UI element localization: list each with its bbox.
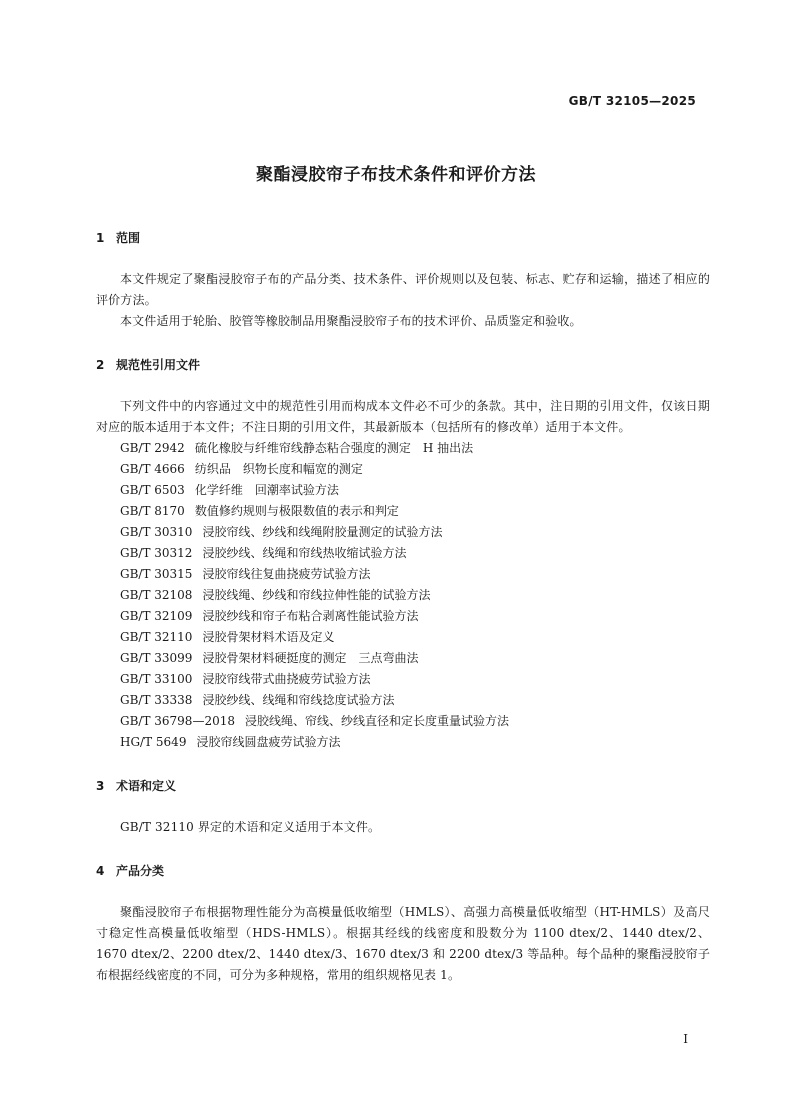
reference-item: GB/T 4666 纺织品 织物长度和幅宽的测定	[120, 462, 363, 476]
document-body	[96, 229, 710, 986]
reference-item: HG/T 5649 浸胶帘线圆盘疲劳试验方法	[120, 735, 341, 749]
page-number: I	[683, 1032, 688, 1046]
reference-item: GB/T 8170 数值修约规则与极限数值的表示和判定	[120, 504, 399, 518]
reference-item: GB/T 32108 浸胶线绳、纱线和帘线拉伸性能的试验方法	[120, 588, 431, 602]
paragraph: 本文件规定了聚酯浸胶帘子布的产品分类、技术条件、评价规则以及包装、标志、贮存和运输，描述了相应的评价方法。	[96, 272, 710, 307]
section-normative-references	[96, 356, 710, 753]
section-scope	[96, 229, 710, 332]
reference-item: GB/T 33099 浸胶骨架材料硬挺度的测定 三点弯曲法	[120, 651, 419, 665]
paragraph: 本文件适用于轮胎、胶管等橡胶制品用聚酯浸胶帘子布的技术评价、品质鉴定和验收。	[120, 314, 582, 328]
section-heading: 1 范围	[96, 231, 141, 245]
section-heading: 3 术语和定义	[96, 779, 177, 793]
paragraph: GB/T 32110 界定的术语和定义适用于本文件。	[120, 820, 381, 834]
paragraph: 聚酯浸胶帘子布根据物理性能分为高模量低收缩型（HMLS）、高强力高模量低收缩型（HT-HMLS）及高尺寸稳定性高模量低收缩型（HDS-HMLS）。根据其经线的线密度和股数分为 1100 dtex/2、1440 dtex/2、1670 dtex/2、2200 dtex/2、1440 dtex/3、1670 dtex/3 和 2200 dtex/3 等品种。每个品种的聚酯浸胶帘子布根据经线密度的不同，可分为多种规格，常用的组织规格见表 1。	[96, 905, 710, 982]
reference-item: GB/T 32109 浸胶纱线和帘子布粘合剥离性能试验方法	[120, 609, 419, 623]
reference-item: GB/T 33100 浸胶帘线带式曲挠疲劳试验方法	[120, 672, 371, 686]
document-title: 聚酯浸胶帘子布技术条件和评价方法	[256, 165, 536, 185]
reference-item: GB/T 2942 硫化橡胶与纤维帘线静态粘合强度的测定 H 抽出法	[120, 441, 474, 455]
paragraph: 下列文件中的内容通过文中的规范性引用而构成本文件必不可少的条款。其中，注日期的引用文件，仅该日期对应的版本适用于本文件；不注日期的引用文件，其最新版本（包括所有的修改单）适用于本文件。	[96, 399, 710, 434]
section-product-classification	[96, 862, 710, 986]
section-heading: 2 规范性引用文件	[96, 358, 201, 372]
section-terms-and-definitions	[96, 777, 710, 838]
standard-number: GB/T 32105—2025	[568, 94, 696, 108]
reference-item: GB/T 30312 浸胶纱线、线绳和帘线热收缩试验方法	[120, 546, 407, 560]
reference-list	[96, 438, 710, 753]
reference-item: GB/T 36798—2018 浸胶线绳、帘线、纱线直径和定长度重量试验方法	[120, 714, 509, 728]
section-heading: 4 产品分类	[96, 864, 165, 878]
reference-item: GB/T 30315 浸胶帘线往复曲挠疲劳试验方法	[120, 567, 371, 581]
reference-item: GB/T 33338 浸胶纱线、线绳和帘线捻度试验方法	[120, 693, 395, 707]
reference-item: GB/T 32110 浸胶骨架材料术语及定义	[120, 630, 335, 644]
reference-item: GB/T 30310 浸胶帘线、纱线和线绳附胶量测定的试验方法	[120, 525, 443, 539]
reference-item: GB/T 6503 化学纤维 回潮率试验方法	[120, 483, 339, 497]
